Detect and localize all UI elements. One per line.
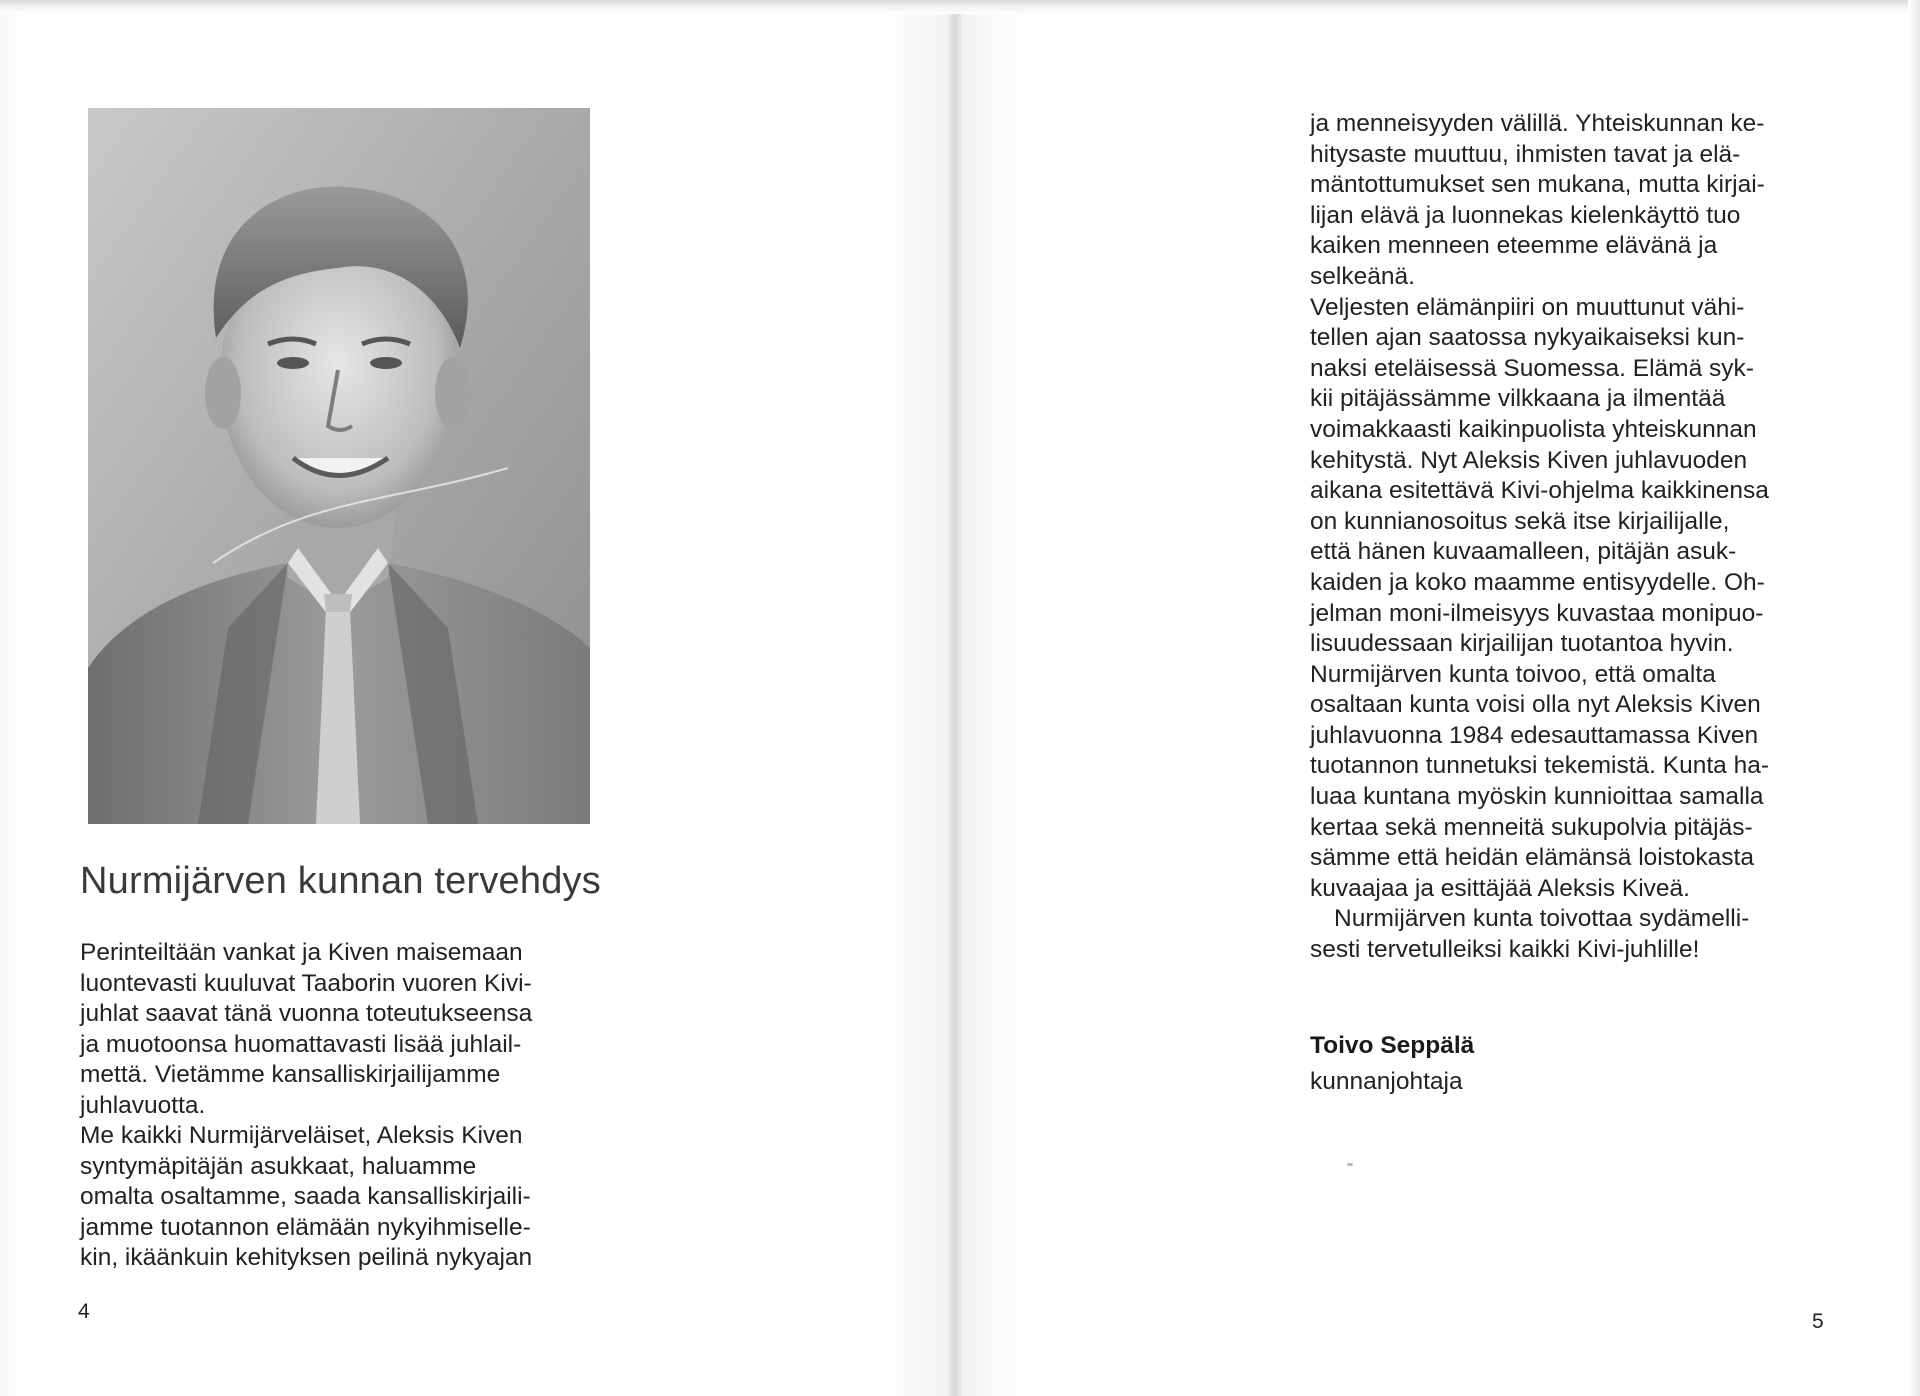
- text-line: kuvaajaa ja esittäjää Aleksis Kiveä.: [1310, 874, 1690, 902]
- book-gutter: [948, 0, 962, 1396]
- text-line: juhlavuotta.: [80, 1091, 206, 1119]
- page-number-right: 5: [1812, 1310, 1824, 1333]
- text-line: selkeänä.: [1310, 262, 1415, 290]
- text-line: tellen ajan saatossa nykyaikaiseksi kun-: [1310, 324, 1745, 352]
- text-line: kii pitäjässämme vilkkaana ja ilmentää: [1310, 385, 1726, 413]
- text-line: kin, ikäänkuin kehityksen peilinä nykyajan: [80, 1244, 533, 1271]
- text-line: sesti tervetulleiksi kaikki Kivi-juhlille!: [1310, 936, 1700, 964]
- right-body-text: [1310, 109, 1830, 966]
- text-line: aikana esitettävä Kivi-ohjelma kaikkinensa: [1310, 477, 1769, 505]
- text-line: kaiken menneen eteemme elävänä ja: [1310, 232, 1718, 260]
- text-line: kertaa sekä menneitä sukupolvia pitäjäs-: [1310, 813, 1753, 841]
- text-line: Veljesten elämänpiiri on muuttunut vähi-: [1310, 293, 1745, 321]
- text-line: Nurmijärven kunta toivottaa sydämelli-: [1334, 905, 1750, 933]
- text-line: tuotannon tunnetuksi tekemistä. Kunta ha-: [1310, 752, 1769, 780]
- text-line: juhlavuonna 1984 edesauttamassa Kiven: [1310, 721, 1759, 749]
- text-line: ja muotoonsa huomattavasti lisää juhlail-: [80, 1030, 522, 1058]
- signatory-name: Toivo Seppälä: [1310, 1032, 1475, 1059]
- text-line: kehitystä. Nyt Aleksis Kiven juhlavuoden: [1310, 446, 1748, 474]
- text-line: luaa kuntana myöskin kunnioittaa samalla: [1310, 783, 1764, 811]
- text-line: sämme että heidän elämänsä loistokasta: [1310, 844, 1754, 872]
- text-line: lisuudessaan kirjailijan tuotantoa hyvin.: [1310, 630, 1734, 658]
- text-line: jelman moni-ilmeisyys kuvastaa monipuo-: [1310, 599, 1764, 627]
- page-heading: Nurmijärven kunnan tervehdys: [80, 860, 601, 902]
- text-line: juhlat saavat tänä vuonna toteutukseensa: [80, 1000, 533, 1027]
- text-line: hitysaste muuttuu, ihmisten tavat ja elä-: [1310, 140, 1741, 168]
- text-line: Nurmijärven kunta toivoo, että omalta: [1310, 660, 1716, 688]
- left-body-text: [80, 938, 640, 1274]
- left-page: [0, 0, 955, 1396]
- text-line: mettä. Vietämme kansalliskirjailijamme: [80, 1061, 501, 1088]
- text-line: naksi eteläisessä Suomessa. Elämä syk-: [1310, 354, 1754, 382]
- text-line: on kunnianosoitus sekä itse kirjailijalle,: [1310, 507, 1730, 535]
- print-speck: [1347, 1163, 1353, 1166]
- signatory-title: kunnanjohtaja: [1310, 1068, 1463, 1095]
- text-line: ja menneisyyden välillä. Yhteiskunnan ke-: [1310, 110, 1765, 137]
- text-line: lijan elävä ja luonnekas kielenkäyttö tuo: [1310, 201, 1741, 229]
- text-line: että hänen kuvaamalleen, pitäjän asuk-: [1310, 538, 1737, 566]
- text-line: Perinteiltään vankat ja Kiven maisemaan: [80, 939, 523, 966]
- top-page-edge: [0, 0, 1920, 14]
- page-number-left: 4: [78, 1300, 90, 1323]
- text-line: voimakkaasti kaikinpuolista yhteiskunnan: [1310, 415, 1757, 443]
- text-line: mäntottumukset sen mukana, mutta kirjai-: [1310, 171, 1765, 199]
- text-line: Me kaikki Nurmijärveläiset, Aleksis Kiven: [80, 1122, 523, 1149]
- text-line: kaiden ja koko maamme entisyydelle. Oh-: [1310, 568, 1765, 596]
- text-line: luontevasti kuuluvat Taaborin vuoren Kivi-: [80, 969, 532, 997]
- text-line: omalta osaltamme, saada kansalliskirjaili-: [80, 1183, 531, 1210]
- text-line: jamme tuotannon elämään nykyihmiselle-: [80, 1213, 531, 1241]
- text-line: syntymäpitäjän asukkaat, haluamme: [80, 1152, 477, 1180]
- portrait-photo: [88, 108, 590, 824]
- right-page-edge: [1908, 0, 1920, 1396]
- signature-block: [1310, 1028, 1474, 1100]
- text-line: osaltaan kunta voisi olla nyt Aleksis Kiven: [1310, 691, 1761, 719]
